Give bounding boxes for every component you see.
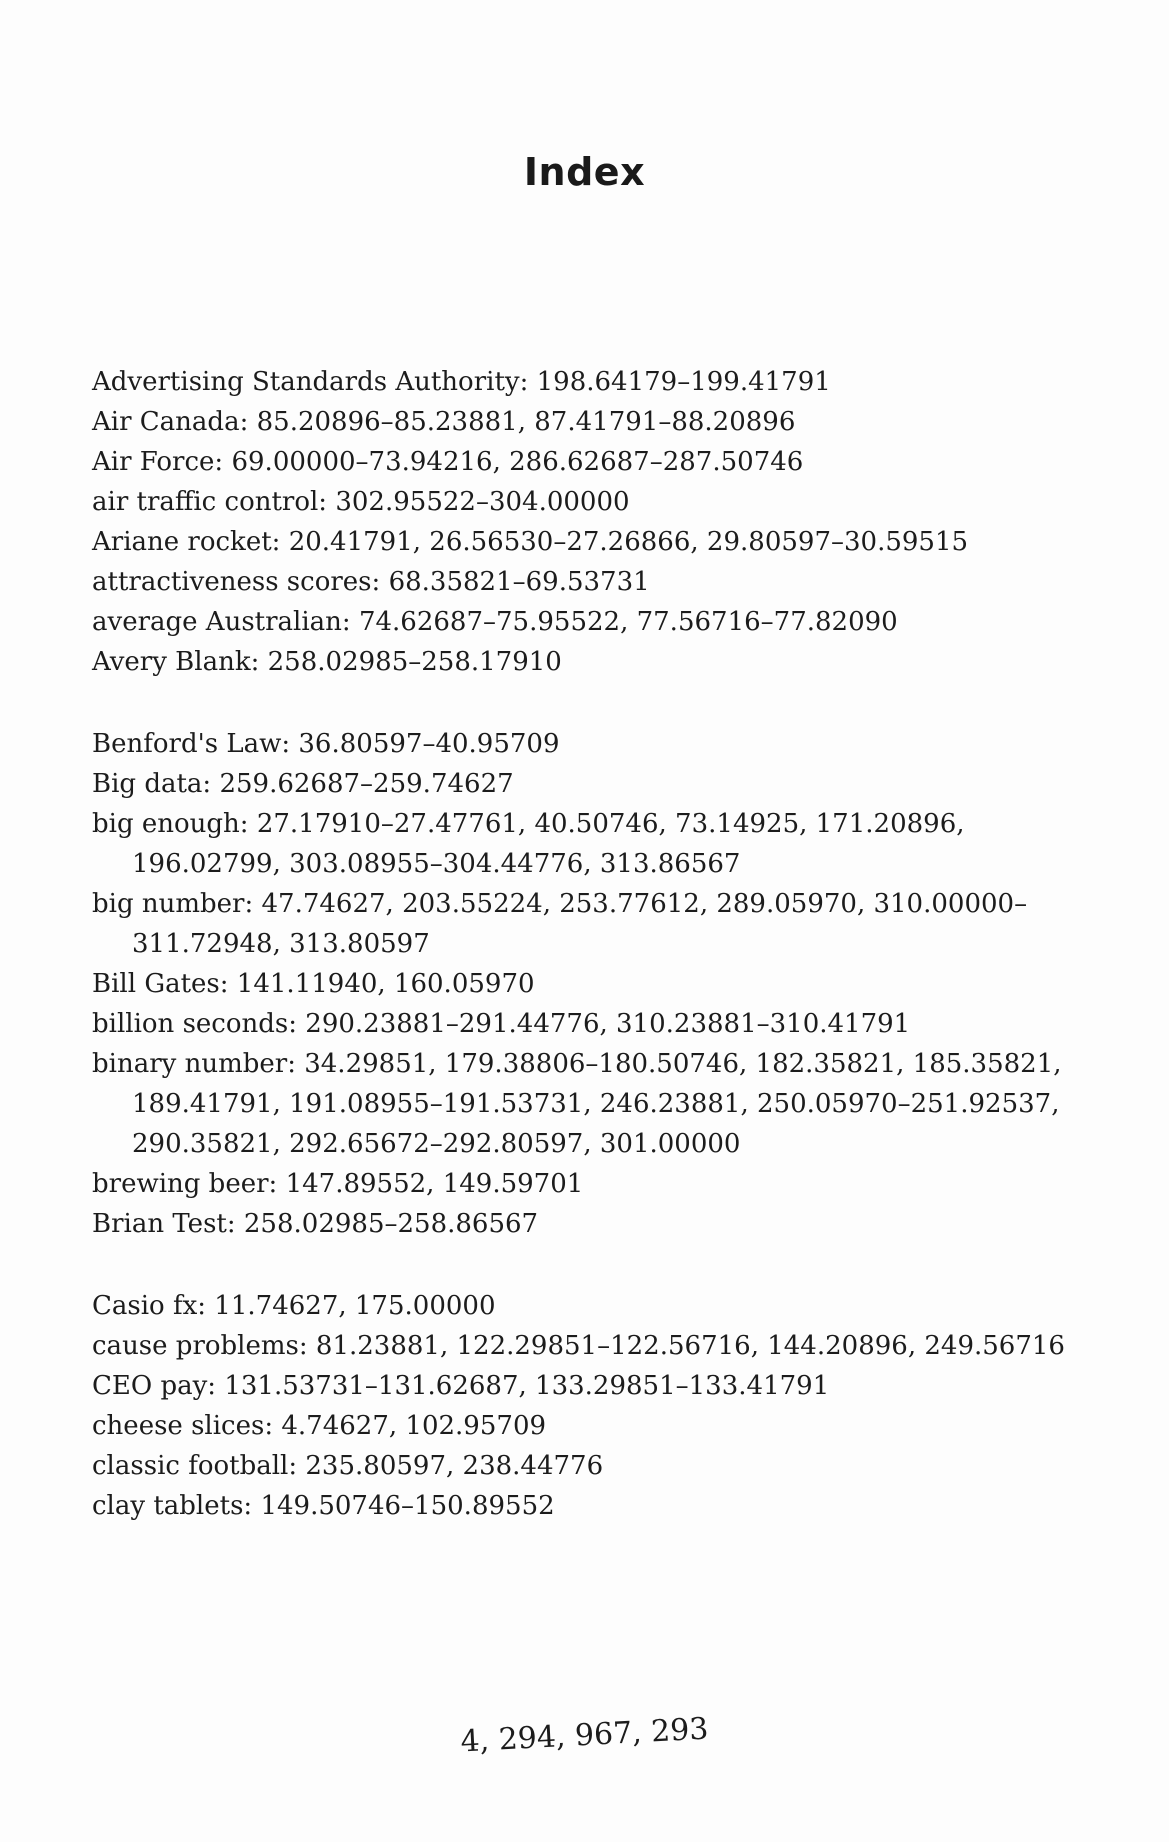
index-refs: 36.80597–40.95709 [298, 729, 560, 759]
index-refs: 290.23881–291.44776, 310.23881–310.41791 [305, 1009, 911, 1039]
index-refs: 258.02985–258.86567 [243, 1209, 539, 1239]
index-term: Big data: [92, 769, 212, 799]
index-entry [92, 642, 1092, 682]
index-group-a [92, 362, 1092, 682]
index-entry [92, 1326, 1092, 1366]
index-group-c [92, 1286, 1092, 1526]
index-term: Brian Test: [92, 1209, 236, 1239]
index-refs: 235.80597, 238.44776 [305, 1451, 604, 1481]
index-refs: 131.53731–131.62687, 133.29851–133.41791 [224, 1371, 830, 1401]
index-entry [92, 724, 1092, 764]
index-refs: 34.29851, 179.38806–180.50746, 182.35821, 185.35821, 189.41791, 191.08955–191.53731, 246.23881, 250.05970–251.92537, 290.35821, 292.65672–292.80597, 301.00000 [132, 1049, 1062, 1159]
index-refs: 81.23881, 122.29851–122.56716, 144.20896, 249.56716 [315, 1331, 1065, 1361]
index-entry [92, 522, 1092, 562]
index-entry [92, 1164, 1092, 1204]
index-term: Air Canada: [92, 407, 249, 437]
index-term: billion seconds: [92, 1009, 298, 1039]
index-term: CEO pay: [92, 1371, 217, 1401]
index-refs: 259.62687–259.74627 [219, 769, 514, 799]
index-entry [92, 1406, 1092, 1446]
index-term: Ariane rocket: [92, 527, 281, 557]
index-refs: 4.74627, 102.95709 [281, 1411, 547, 1441]
index-refs: 147.89552, 149.59701 [285, 1169, 584, 1199]
index-term: average Australian: [92, 607, 351, 637]
index-group-b [92, 724, 1092, 1244]
index-entry [92, 964, 1092, 1004]
index-term: Advertising Standards Authority: [92, 367, 529, 397]
index-entry [92, 1204, 1092, 1244]
index-term: big number: [92, 889, 254, 919]
index-refs: 68.35821–69.53731 [388, 567, 650, 597]
index-term: Bill Gates: [92, 969, 229, 999]
index-entry [92, 804, 1092, 884]
index-refs: 27.17910–27.47761, 40.50746, 73.14925, 171.20896, 196.02799, 303.08955–304.44776, 313.86567 [132, 809, 965, 879]
index-refs: 198.64179–199.41791 [536, 367, 831, 397]
index-term: Avery Blank: [92, 647, 260, 677]
index-entry [92, 1004, 1092, 1044]
index-entry [92, 402, 1092, 442]
index-entry [92, 562, 1092, 602]
index-refs: 69.00000–73.94216, 286.62687–287.50746 [231, 447, 804, 477]
index-term: cheese slices: [92, 1411, 274, 1441]
index-term: classic football: [92, 1451, 298, 1481]
index-refs: 47.74627, 203.55224, 253.77612, 289.05970, 310.00000–311.72948, 313.80597 [132, 889, 1028, 959]
index-entry [92, 442, 1092, 482]
index-refs: 141.11940, 160.05970 [236, 969, 535, 999]
index-term: air traffic control: [92, 487, 328, 517]
index-term: clay tablets: [92, 1491, 253, 1521]
index-entry [92, 1486, 1092, 1526]
index-entry [92, 362, 1092, 402]
index-term: Casio fx: [92, 1291, 207, 1321]
index-term: binary number: [92, 1049, 296, 1079]
index-list [92, 362, 1092, 1568]
index-term: big enough: [92, 809, 249, 839]
index-entry [92, 1286, 1092, 1326]
index-term: Air Force: [92, 447, 224, 477]
index-term: attractiveness scores: [92, 567, 381, 597]
index-refs: 258.02985–258.17910 [267, 647, 562, 677]
index-entry [92, 482, 1092, 522]
index-refs: 85.20896–85.23881, 87.41791–88.20896 [256, 407, 796, 437]
index-entry [92, 1446, 1092, 1486]
index-refs: 149.50746–150.89552 [260, 1491, 555, 1521]
index-term: Benford's Law: [92, 729, 291, 759]
index-entry [92, 1366, 1092, 1406]
index-entry [92, 1044, 1092, 1164]
index-refs: 11.74627, 175.00000 [214, 1291, 496, 1321]
page-number: 4, 294, 967, 293 [459, 1711, 710, 1760]
page-title: Index [523, 150, 646, 194]
index-refs: 74.62687–75.95522, 77.56716–77.82090 [358, 607, 898, 637]
index-term: cause problems: [92, 1331, 308, 1361]
index-refs: 20.41791, 26.56530–27.26866, 29.80597–30.59515 [288, 527, 969, 557]
index-term: brewing beer: [92, 1169, 278, 1199]
index-entry [92, 602, 1092, 642]
index-entry [92, 764, 1092, 804]
index-entry [92, 884, 1092, 964]
index-refs: 302.95522–304.00000 [335, 487, 630, 517]
